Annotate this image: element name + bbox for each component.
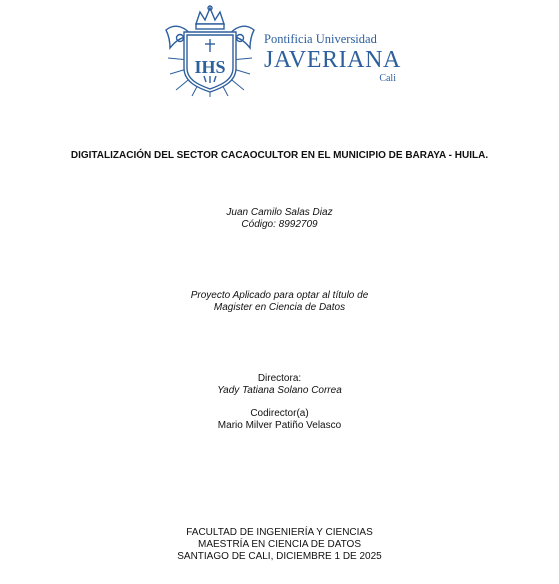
emblem-monogram: IHS [194,57,226,77]
author-code: Código: 8992709 [241,219,318,230]
directora-name: Yady Tatiana Solano Correa [217,385,342,396]
footer-faculty: FACULTAD DE INGENIERÍA Y CIENCIAS [186,527,373,538]
purpose-line-2: Magister en Ciencia de Datos [213,302,346,313]
university-logo [162,2,402,98]
logo-line-pontificia: Pontificia Universidad [264,32,377,46]
javeriana-emblem-icon [162,2,258,98]
purpose-block [0,290,559,314]
footer-place-date: SANTIAGO DE CALI, DICIEMBRE 1 DE 2025 [177,551,382,562]
document-title: DIGITALIZACIÓN DEL SECTOR CACAOCULTOR EN EL MUNICIPIO DE BARAYA - HUILA. [70,150,489,161]
directora-label: Directora: [257,373,302,384]
logo-line-cali: Cali [379,73,396,84]
codirector-name: Mario Milver Patiño Velasco [217,420,342,431]
codirector-label: Codirector(a) [250,408,309,419]
logo-line-javeriana: JAVERIANA [264,47,401,73]
purpose-line-1: Proyecto Aplicado para optar al título de [190,290,369,301]
footer-program: MAESTRÍA EN CIENCIA DE DATOS [198,539,361,550]
footer-block [0,527,559,563]
author-name: Juan Camilo Salas Diaz [226,207,333,218]
author-block [0,207,559,231]
logo-wordmark [264,32,404,84]
